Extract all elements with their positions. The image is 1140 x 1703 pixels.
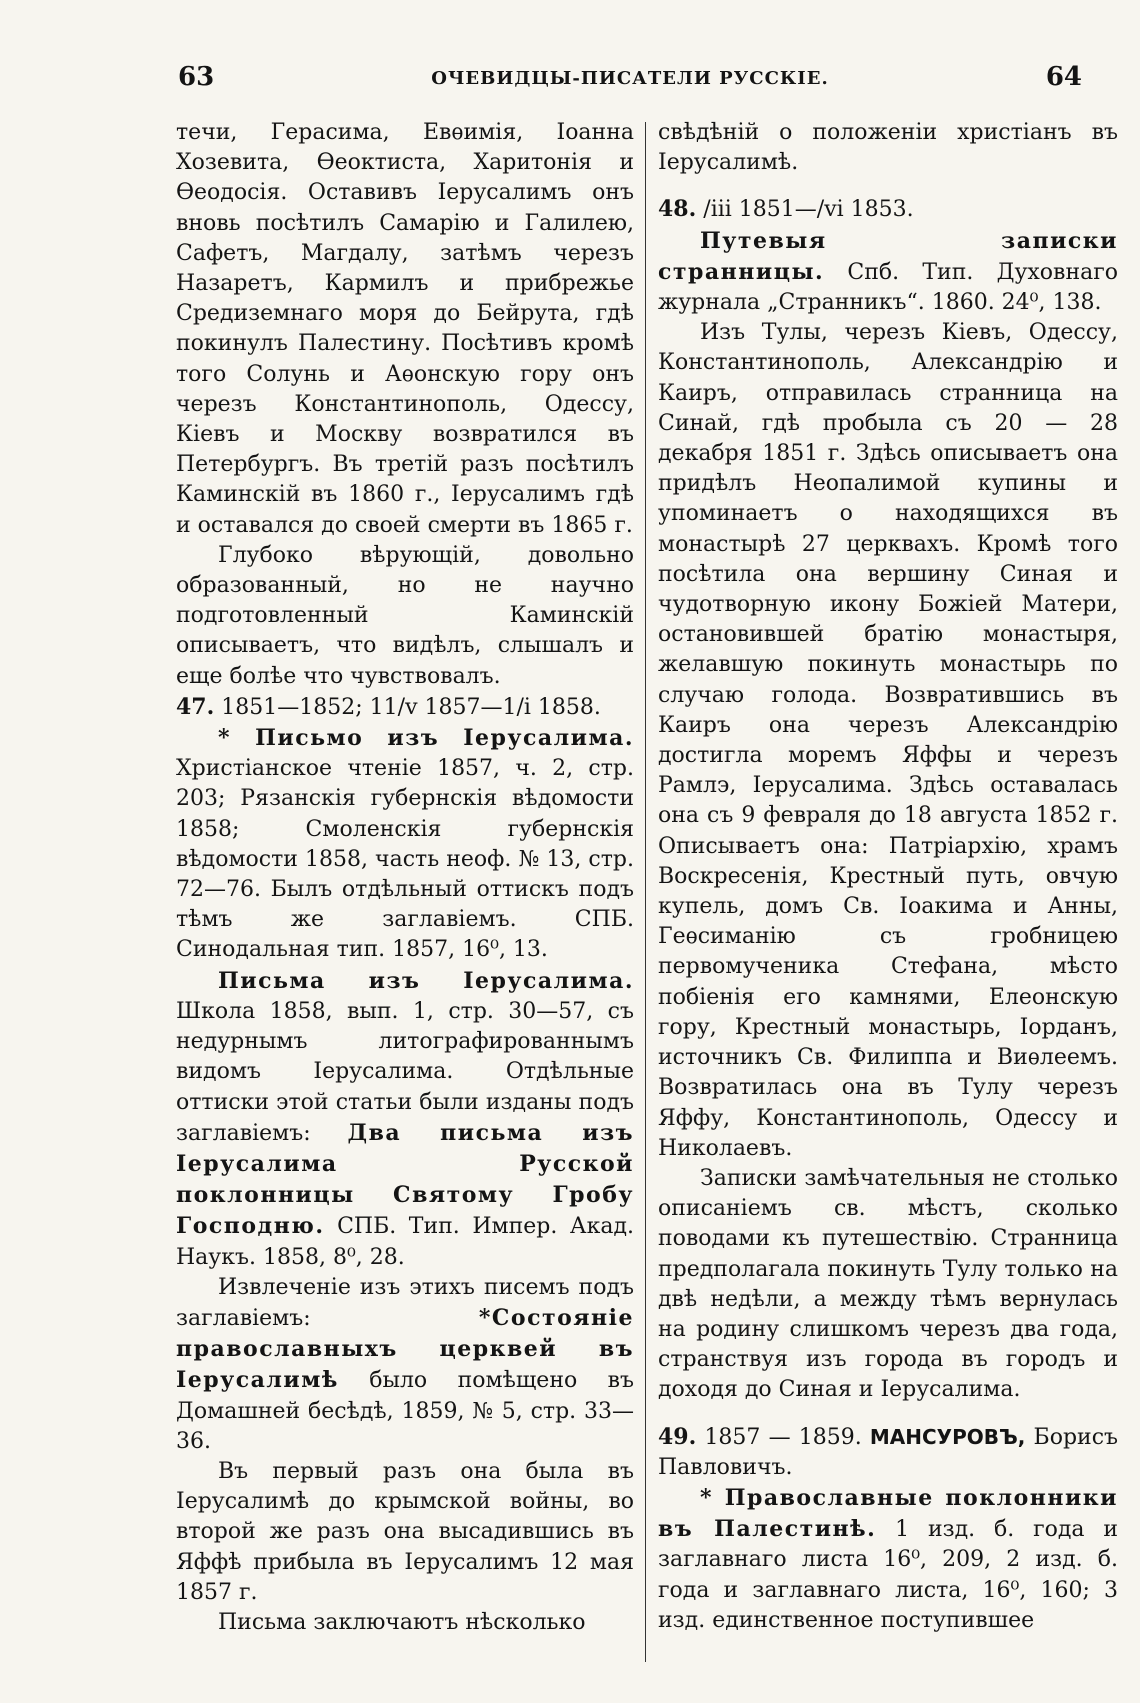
entry-author-name: Борисъ Павловичъ.: [658, 1424, 1119, 1480]
paragraph: течи, Герасима, Евѳимія, Іоанна Хозевита, Ѳеоктиста, Харитонія и Ѳеодосія. Оставивъ Іерусалимъ онъ вновь посѣтилъ Самарію и Галилею, Сафетъ, Магдалу, затѣмъ черезъ Назаретъ, Кармилъ и прибрежье Средиземнаго моря до Бейрута, гдѣ покинулъ Палестину. Посѣтивъ кромѣ того Солунь и Аѳонскую гору онъ черезъ Константинополь, Одессу, Кіевъ и Москву возвратился въ Петербургъ. Въ третій разъ посѣтилъ Каминскій въ 1860 г., Іерусалимъ гдѣ и оставался до своей смерти въ 1865 г.: [176, 120, 634, 538]
entry-49: [658, 1422, 1118, 1483]
entry-text: СПБ. Тип. Импер. Акад. Наукъ. 1858, 8⁰, 28.: [176, 1214, 634, 1270]
running-title: ОЧЕВИДЦЫ-ПИСАТЕЛИ РУССКІЕ.: [431, 68, 829, 89]
entry-title: Письма изъ Іерусалима.: [218, 967, 634, 994]
paragraph: свѣдѣній о положеніи христіанъ въ Іерусалимѣ.: [658, 120, 1118, 176]
paragraph: [176, 1273, 634, 1457]
paragraph: Письма заключаютъ нѣсколько: [218, 1609, 586, 1635]
paragraph: Изъ Тулы, черезъ Кіевъ, Одессу, Константинополь, Александрію и Каиръ, отправилась странница на Синай, гдѣ пробыла съ 20 — 28 декабря 1851 г. Здѣсь описываетъ она придѣлъ Неопалимой купины и упоминаетъ о находящихся въ монастырѣ 27 церквахъ. Кромѣ того посѣтила она вершину Синая и чудотворную икону Божіей Матери, остановившей братію монастыря, желавшую покинуть монастырь по случаю голода. Возвратившись въ Каиръ она черезъ Александрію достигла моремъ Яффы и черезъ Рамлэ, Іерусалима. Здѣсь оставалась она съ 9 февраля до 18 августа 1852 г. Описываетъ она: Патріархію, храмъ Воскресенія, Крестный путь, овчую купель, домъ Св. Іоакима и Анны, Геѳсиманію съ гробницею первомученика Стефана, мѣсто побіенія его камнями, Елеонскую гору, Крестный монастырь, Іорданъ, источникъ Св. Филиппа и Виѳлеемъ. Возвратилась она въ Тулу черезъ Яффу, Константинополь, Одессу и Николаевъ.: [658, 320, 1118, 1161]
entry-title: *Состояніе православныхъ церквей въ Іерусалимѣ: [176, 1304, 634, 1394]
entry-text: Христіанское чтеніе 1857, ч. 2, стр. 203; Рязанскія губернскія вѣдомости 1858; Смоленскія губернскія вѣдомости 1858, часть неоф. № 13, стр. 72—76. Былъ отдѣльный оттискъ подъ тѣмъ же заглавіемъ. СПБ. Синодальная тип. 1857, 16⁰, 13.: [176, 756, 634, 963]
paragraph-text: Извлеченіе изъ этихъ писемъ подъ заглавіемъ:: [176, 1274, 634, 1331]
right-column: [658, 118, 1118, 1673]
entry-dates: /iii 1851—/vi 1853.: [703, 197, 914, 223]
left-column: [176, 118, 634, 1673]
entry-number: 49.: [658, 1423, 697, 1450]
entry-47-citation: [176, 723, 634, 966]
entry-number: 48.: [658, 196, 697, 223]
entry-48-citation: [658, 226, 1118, 319]
paragraph-text: было помѣщено въ Домашней бесѣдѣ, 1859, № 5, стр. 33—36.: [176, 1368, 634, 1454]
right-page-number: 64: [1045, 62, 1082, 92]
entry-47: [176, 692, 634, 723]
paragraph: Глубоко вѣрующій, довольно образованный, но не научно подготовленный Каминскій описываетъ, что видѣлъ, слышалъ и еще болѣе что чувствовалъ.: [176, 542, 634, 689]
entry-dates: 1857 — 1859.: [704, 1424, 862, 1450]
entry-48: [658, 194, 1118, 225]
left-page-number: 63: [178, 62, 215, 92]
entry-dates: 1851—1852; 11/v 1857—1/i 1858.: [221, 694, 601, 720]
entry-49-citation: [658, 1483, 1118, 1636]
entry-text: Спб. Тип. Духовнаго журнала „Странникъ“. 1860. 24⁰, 138.: [658, 259, 1118, 316]
entry-title: Два письма изъ Іерусалима Русской поклонницы Святому Гробу Господню.: [176, 1119, 634, 1240]
entry-text: Школа 1858, вып. 1, стр. 30—57, съ недурнымъ литографированнымъ видомъ Іерусалима. Отдѣльные оттиски этой статьи были изданы подъ заглавіемъ:: [176, 998, 634, 1146]
paragraph: Записки замѣчательныя не столько описаніемъ св. мѣстъ, сколько поводами къ путешествію. Странница предполагала покинуть Тулу только на двѣ недѣли, а между тѣмъ вернулась на родину слишкомъ черезъ два года, странствуя изъ города въ городъ и доходя до Синая и Іерусалима.: [658, 1165, 1118, 1403]
entry-text: 1 изд. б. года и заглавнаго листа 16⁰, 209, 2 изд. б. года и заглавнаго листа, 16⁰, 160; 3 изд. единственное поступившее: [658, 1517, 1118, 1633]
page-header: [170, 62, 1090, 102]
entry-author: МАНСУРОВЪ,: [869, 1424, 1026, 1449]
paragraph: Въ первый разъ она была въ Іерусалимѣ до крымской войны, во второй же разъ она высадившись въ Яффѣ прибыла въ Іерусалимъ 12 мая 1857 г.: [176, 1458, 634, 1605]
column-divider: [645, 122, 646, 1662]
entry-title: * Письмо изъ Іерусалима.: [218, 725, 634, 752]
entry-title: * Православные поклонники въ Палестинѣ.: [658, 1484, 1118, 1543]
entry-47b-citation: [176, 966, 634, 1273]
entry-number: 47.: [176, 693, 215, 720]
entry-title: Путевыя записки странницы.: [658, 227, 1118, 285]
